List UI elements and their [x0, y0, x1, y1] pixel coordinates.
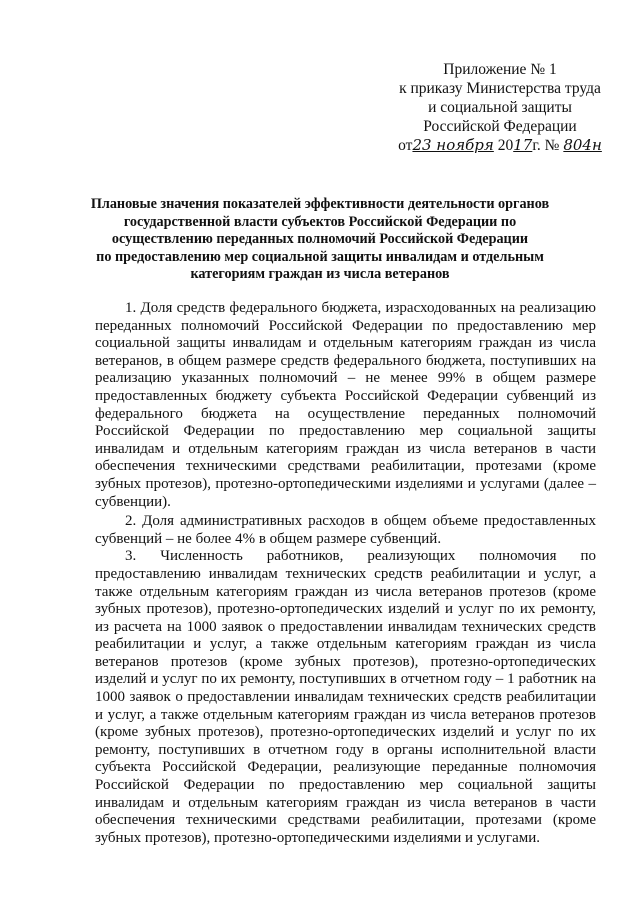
title-line-3: осуществлению переданных полномочий Российской Федерации [111, 231, 529, 248]
title-line-1: Плановые значения показателей эффективности деятельности органов [90, 196, 550, 212]
appendix-line-2: к приказу Министерства труда [399, 80, 601, 97]
paragraph-3: 3. Численность работников, реализующих полномочия по предоставлению инвалидам технических средств реабилитации и услуг, а также отдельным категориям граждан из числа ветеранов протезов (кроме зубных протезов), протезно-ортопедических изделий и услуг по их ремонту, из расчета на 1000 заявок о предоставлении инвалидам технических средств реабилитации и услуг, а также отдельным категориям граждан из числа ветеранов протезов (кроме зубных протезов), протезно-ортопедических изделий и услуг по их ремонту, поступивших в отчетном году – 1 работник на 1000 заявок о предоставлении инвалидам технических средств реабилитации и услуг, а также отдельным категориям граждан из числа ветеранов протезов (кроме зубных протезов), протезно-ортопедических изделий и услуг по их ремонту, поступивших в отчетном году в органы исполнительной власти субъекта Российской Федерации, реализующие переданные полномочия Российской Федерации по предоставлению мер социальной защиты инвалидам и отдельным категориям граждан из числа ветеранов в части обеспечения техническими средствами реабилитации, протезами (кроме зубных протезов), протезно-ортопедическими изделиями и услугами. [95, 548, 596, 846]
date-year-prefix: 20 [497, 137, 514, 154]
paragraph-2: 2. Доля административных расходов в общем объеме предоставленных субвенций – не более 4% в общем размере субвенций. [95, 513, 596, 547]
document-body [95, 300, 596, 847]
appendix-line-1: Приложение № 1 [443, 61, 557, 78]
title-line-2: государственной власти субъектов Российской Федерации по [123, 213, 517, 230]
date-year-suffix: г. № [532, 137, 560, 154]
appendix-date-line [390, 136, 610, 155]
document-title [80, 196, 560, 284]
paragraph-1: 1. Доля средств федерального бюджета, израсходованных на реализацию переданных полномочий Российской Федерации по предоставлению мер социальной защиты инвалидам и отдельным категориям граждан из числа ветеранов, в общем размере средств федерального бюджета, поступивших на реализацию указанных полномочий – не менее 99% в общем размере предоставленных бюджету субъекта Российской Федерации субвенций из федерального бюджета на осуществление переданных полномочий Российской Федерации по предоставлению мер социальной защиты инвалидам и отдельным категориям граждан из числа ветеранов в части обеспечения техническими средствами реабилитации, протезами (кроме зубных протезов), протезно-ортопедическими изделиями и услугами (далее – субвенции). [95, 300, 596, 510]
title-line-5: категориям граждан из числа ветеранов [190, 266, 450, 283]
appendix-line-4: Российской Федерации [423, 118, 577, 135]
order-number: 804н [563, 136, 602, 154]
date-day-month: 23 ноября [412, 136, 494, 154]
appendix-header [390, 60, 610, 155]
date-prefix: от [398, 137, 413, 154]
date-year-hand: 17 [513, 136, 533, 154]
appendix-line-3: и социальной защиты [428, 99, 572, 116]
title-line-4: по предоставлению мер социальной защиты инвалидам и отдельным [96, 248, 544, 265]
